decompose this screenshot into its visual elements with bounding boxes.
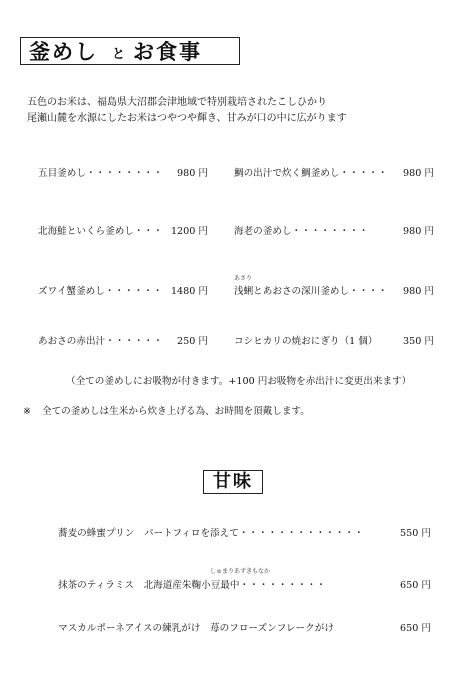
menu-item-price: 1480 円 [170,286,208,297]
menu-item-name: マスカルポーネアイスの練乳がけ 苺のフローズンフレークがけ [58,623,334,634]
intro-line-1: 五色のお米は、福島県大沼郡会津地域で特別栽培されたこしひかり [27,97,327,108]
menu-item [234,285,434,299]
title-small: と [112,47,126,62]
note-time: 全ての釜めしは生米から炊き上げる為、お時間を頂戴します。 [42,406,310,417]
menu-item-name: 浅蜊とあおさの深川釜めし・・・・ [234,286,388,297]
menu-item-price: 1200 円 [170,226,208,237]
title-part1: 釜めし [29,39,98,64]
menu-item-price: 250 円 [177,336,208,347]
menu-item-price: 980 円 [403,168,434,179]
menu-item-name: 五目釜めし・・・・・・・・ [38,168,163,179]
menu-item-price: 650 円 [400,623,431,634]
intro-line-2: 尾瀬山麓を水源にしたお米はつやつや輝き、甘みが口の中に広がります [27,113,347,124]
section-title-meals [20,37,240,65]
title-part2: お食事 [133,39,202,64]
menu-item [234,225,434,239]
menu-item [38,167,208,181]
menu-item-name: 鯛の出汁で炊く鯛釜めし・・・・・ [234,168,388,179]
menu-item [234,335,434,349]
menu-item-name: 蕎麦の蜂蜜プリン パートフィロを添えて・・・・・・・・・・・・・ [58,528,364,539]
menu-item-price: 350 円 [403,336,434,347]
menu-item-price: 550 円 [400,528,431,539]
menu-item-price: 980 円 [177,168,208,179]
menu-item-price: 980 円 [403,286,434,297]
note-mark: ※ [23,406,32,417]
note-soup: （全ての釜めしにお吸物が付きます。+100 円お吸物を赤出汁に変更出来ます） [66,376,412,387]
ruby-shumari: しゅまりあずきもなか [210,568,271,575]
sweets-title: 甘味 [213,471,253,492]
menu-item-price: 980 円 [403,226,434,237]
menu-item-name: コシヒカリの焼おにぎり（1 個） [234,336,378,347]
ruby-asari: あさり [234,275,253,282]
menu-item-price: 650 円 [400,580,431,591]
menu-item-name: ズワイ蟹釜めし・・・・・・ [38,286,163,297]
menu-item-name: あおさの赤出汁・・・・・・ [38,336,163,347]
menu-item [38,225,208,239]
menu-item [58,622,431,636]
menu-item [58,579,431,593]
menu-item [58,527,431,541]
section-title-sweets [203,470,263,494]
menu-item [38,285,208,299]
menu-item [234,167,434,181]
menu-item-name: 抹茶のティラミス 北海道産朱鞠小豆最中・・・・・・・・・ [58,580,326,591]
menu-item-name: 海老の釜めし・・・・・・・・ [234,226,369,237]
menu-item-name: 北海鮭といくら釜めし・・・ [38,226,163,237]
menu-item [38,335,208,349]
